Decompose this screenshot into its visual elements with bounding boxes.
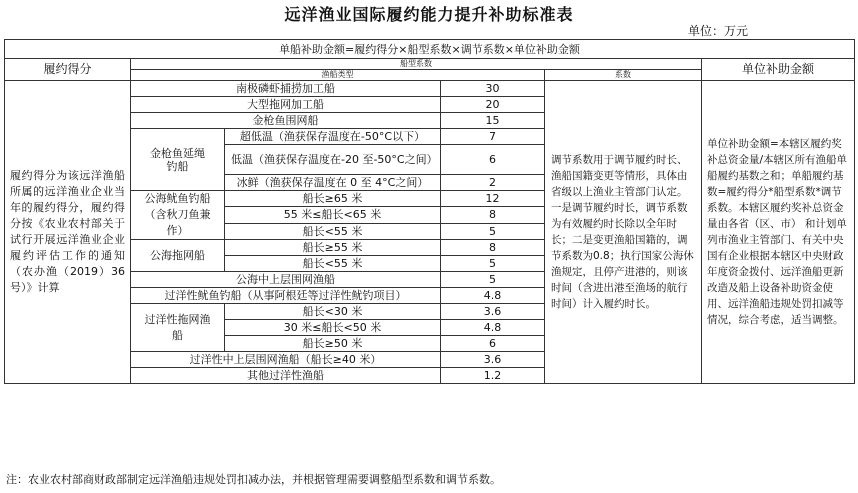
ship-type-to-trawl-mid: 30 米≤船长<50 米 [225,320,441,336]
ship-type-trawl-large: 大型拖网加工船 [131,97,441,113]
group-tuna-longline: 金枪鱼延绳钓船 [131,129,225,191]
group-high-seas-trawl: 公海拖网船 [131,240,225,272]
subsidy-table [4,39,855,384]
coef-hs-pelagic: 5 [441,272,545,288]
unit-amount-description: 单位补助金额=本辖区履约奖补总资金量/本辖区所有渔船单船履约基数之和；单船履约基数=履约得分*船型系数*调节系数。本辖区履约奖补总资金量由各省（区、市） 和计划单列市渔业主管部门、有关中央国有企业根据本辖区中央财政年度资金拨付、远洋渔船更新改造及船上设备补助资金使用、远洋渔船违规处罚扣减等情况，综合考虑，适当调整。 [702,81,855,384]
coef-to-trawl-large: 6 [441,336,545,352]
coef-squid-large: 12 [441,191,545,207]
coef-tuna-ultralow: 7 [441,129,545,145]
group-transoceanic-trawl: 过洋性拖网渔船 [131,304,225,352]
coef-tuna-low: 6 [441,145,545,175]
ship-type-hs-trawl-large: 船长≥55 米 [225,240,441,256]
header-score: 履约得分 [5,59,131,81]
coef-other: 1.2 [441,368,545,384]
header-ship-type: 渔船类型 [131,70,545,81]
ship-type-tuna-low: 低温（渔获保存温度在-20 至-50°C之间） [225,145,441,175]
formula-row: 单船补助金额=履约得分×船型系数×调节系数×单位补助金额 [5,40,855,59]
coef-tuna-seine: 15 [441,113,545,129]
ship-type-hs-trawl-small: 船长<55 米 [225,256,441,272]
ship-type-to-pelagic: 过洋性中上层围网渔船（船长≥40 米） [131,352,441,368]
ship-type-tuna-seine: 金枪鱼围网船 [131,113,441,129]
adjust-description: 调节系数用于调节履约时长、渔船国籍变更等情形，具体由省级以上渔业主管部门认定。一是调节履约时长，调节系数为有效履约时长除以全年时长；二是变更渔船国籍的，调节系数为0.8；执行国家公海休渔规定，且停产进港的，则该时间（含进出港至渔场的航行时间）计入履约时长。 [545,81,702,384]
header-coef: 系数 [545,70,702,81]
ship-type-antarctic: 南极磷虾捕捞加工船 [131,81,441,97]
coef-to-pelagic: 3.6 [441,352,545,368]
page-title: 远洋渔业国际履约能力提升补助标准表 [284,5,574,24]
coef-squid-small: 5 [441,223,545,239]
unit-label: 单位：万元 [687,24,748,38]
header-ship-coef: 船型系数 [131,59,702,70]
group-squid-jig: 公海鱿鱼钓船（含秋刀鱼兼作） [131,191,225,240]
ship-type-other: 其他过洋性渔船 [131,368,441,384]
coef-transoceanic-squid: 4.8 [441,288,545,304]
coef-trawl-large: 20 [441,97,545,113]
ship-type-squid-large: 船长≥65 米 [225,191,441,207]
ship-type-hs-pelagic: 公海中上层围网渔船 [131,272,441,288]
coef-antarctic: 30 [441,81,545,97]
coef-squid-mid: 8 [441,207,545,223]
coef-hs-trawl-large: 8 [441,240,545,256]
ship-type-tuna-ultralow: 超低温（渔获保存温度在-50°C以下） [225,129,441,145]
coef-to-trawl-small: 3.6 [441,304,545,320]
coef-tuna-fresh: 2 [441,175,545,191]
coef-hs-trawl-small: 5 [441,256,545,272]
score-description: 履约得分为该远洋渔船所属的远洋渔业企业当年的履约得分，履约得分按《农业农村部关于试行开展远洋渔业企业履约评估工作的通知（农办渔（2019）36号）》计算 [5,81,131,384]
ship-type-squid-mid: 55 米≤船长<65 米 [225,207,441,223]
footnote: 注：农业农村部商财政部制定远洋渔船违规处罚扣减办法，并根据管理需要调整船型系数和调节系数。 [6,473,501,486]
ship-type-to-trawl-large: 船长≥50 米 [225,336,441,352]
ship-type-tuna-fresh: 冰鲜（渔获保存温度在 0 至 4°C之间） [225,175,441,191]
ship-type-transoceanic-squid: 过洋性鱿鱼钓船（从事阿根廷等过洋性鱿钓项目） [131,288,441,304]
ship-type-to-trawl-small: 船长<30 米 [225,304,441,320]
ship-type-squid-small: 船长<55 米 [225,223,441,239]
coef-to-trawl-mid: 4.8 [441,320,545,336]
header-unit-amount: 单位补助金额 [702,59,855,81]
